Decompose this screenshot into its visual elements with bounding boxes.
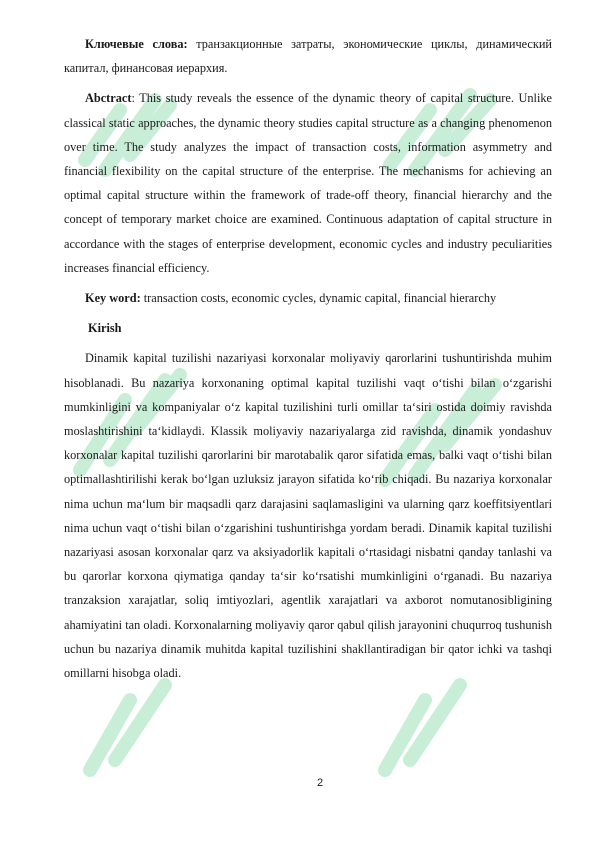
keywords-en-label: Key word: bbox=[85, 291, 141, 306]
section-heading: Kirish bbox=[88, 321, 122, 336]
keywords-ru-text: транзакционные затраты, экономические циклы, динамический капитал, финансовая иерархия. bbox=[64, 37, 552, 76]
keywords-en-text: transaction costs, economic cycles, dynamic capital, financial hierarchy bbox=[140, 291, 497, 306]
abstract-label: Abctract bbox=[85, 91, 132, 106]
keywords-ru bbox=[64, 32, 552, 80]
keywords-en bbox=[64, 286, 552, 310]
section-body: Dinamik kapital tuzilishi nazariyasi korxonalar moliyaviy qarorlarini tushuntirishda muhim hisoblanadi. Bu nazariya korxonaning optimal kapital tuzilishi vaqt o‘tishi bilan o‘zgarishi mumkinligini va kompaniyalar o‘z kapital tuzilishini turli omillar ta‘siri ostida doimiy ravishda moslashtirishini ta‘kidlaydi. Klassik moliyaviy nazariyalarga zid ravishda, dinamik yondashuv korxonalar kapital tuzilishi qarorlarini bir marotabalik qaror sifatida emas, balki vaqt o‘tishi bilan optimallashtirilishi kerak bo‘lgan uzluksiz jarayon sifatida ko‘rib chiqadi. Bu nazariya korxonalar nima uchun ma‘lum bir maqsadli qarz darajasini saqlamasligini va ularning qarz koeffitsiyentlari nima uchun vaqt o‘tishi bilan o‘zgarishini tushuntirishga yordam beradi. Dinamik kapital tuzilishi nazariyasi asosan korxonalar qarz va aksiyadorlik kapitali o‘rtasidagi nisbatni qanday tanlashi va bu qarorlar korxona qiymatiga qanday ta‘sir ko‘rsatishi mumkinligini o‘rganadi. Bu nazariya tranzaksion xarajatlar, soliq imtiyozlari, agentlik xarajatlari va axborot nomutanosibligining ahamiyatini tan oladi. Korxonalarning moliyaviy qaror qabul qilish jarayonini chuqurroq tushunish uchun bu nazariya dinamik muhitda kapital tuzilishini shakllantiradigan bir qator ichki va tashqi omillarni hisobga oladi. bbox=[64, 351, 552, 681]
abstract bbox=[64, 86, 552, 280]
article-body bbox=[64, 32, 552, 685]
page-number: 2 bbox=[316, 777, 324, 789]
keywords-ru-label: Ключевые слова: bbox=[85, 37, 188, 51]
abstract-text: : This study reveals the essence of the dynamic theory of capital structure. Unlike classical static approaches, the dynamic theory studies capital structure as a changing phenomenon over time. The study analyzes the impact of transaction costs, information asymmetry and financial flexibility on the capital structure of the enterprise. The mechanisms for achieving an optimal capital structure within the framework of trade-off theory, financial hierarchy and the concept of temporary market choice are examined. Continuous adaptation of capital structure in accordance with the stages of enterprise development, economic cycles and industry peculiarities increases financial efficiency. bbox=[64, 91, 552, 275]
